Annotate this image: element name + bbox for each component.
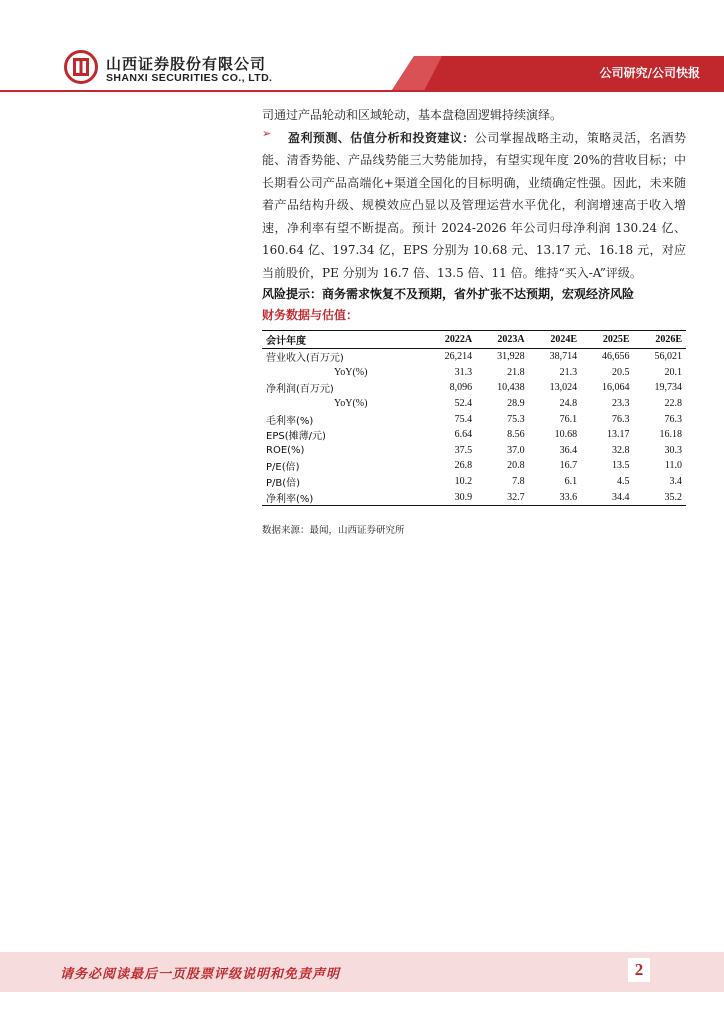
disclaimer-notice: 请务必阅读最后一页股票评级说明和免责声明	[60, 967, 341, 982]
arrow-bullet-icon: ➢	[262, 126, 272, 140]
table-cell: 21.3	[559, 366, 578, 378]
table-cell: 4.5	[617, 476, 630, 488]
table-row	[262, 443, 686, 459]
row-label: ROE(%)	[266, 444, 305, 456]
report-type: 公司研究/公司快报	[599, 66, 700, 80]
table-row	[262, 427, 686, 443]
table-row	[262, 349, 686, 365]
table-cell: 34.4	[581, 489, 633, 505]
table-cell: 35.2	[634, 489, 686, 505]
table-cell: 75.4	[454, 413, 473, 425]
table-cell: 26.8	[454, 460, 473, 472]
table-cell: 20.5	[612, 366, 630, 378]
row-label: 营业收入(百万元)	[266, 353, 344, 365]
row-label: 净利率(%)	[262, 489, 424, 505]
table-cell: 37.0	[507, 444, 525, 456]
table-header-year: 2022A	[424, 331, 476, 349]
table-cell: 76.3	[612, 413, 630, 425]
table-cell: 10,438	[497, 382, 525, 394]
header-divider	[0, 90, 724, 92]
table-cell: 10.2	[454, 476, 473, 488]
company-name-cn: 山西证券股份有限公司	[106, 55, 267, 73]
table-cell: 16.7	[559, 460, 578, 472]
forecast-bullet	[262, 127, 686, 285]
table-cell: 13.17	[607, 429, 630, 441]
table-row	[262, 489, 686, 505]
forecast-paragraph	[262, 127, 686, 285]
table-cell: 3.4	[669, 476, 682, 488]
row-label: EPS(摊薄/元)	[266, 431, 326, 443]
page-number: 2	[628, 958, 650, 982]
table-row	[262, 365, 686, 381]
table-row	[262, 411, 686, 427]
table-cell: 6.1	[564, 476, 578, 488]
table-cell: 75.3	[507, 413, 525, 425]
table-cell: 24.8	[559, 398, 578, 410]
table-cell: 28.9	[507, 398, 525, 410]
table-row	[262, 458, 686, 474]
table-cell: 20.1	[664, 366, 682, 378]
table-header-year: 2023A	[476, 331, 528, 349]
continued-paragraph: 司通过产品轮动和区域轮动，基本盘稳固逻辑持续演绎。	[262, 108, 563, 122]
table-cell: 23.3	[612, 398, 630, 410]
table-row	[262, 380, 686, 396]
forecast-text: 公司掌握战略主动，策略灵活，名酒势能、清香势能、产品线势能三大势能加持，有望实现年度 20%的营收目标；中长期看公司产品高端化+渠道全国化的目标明确，业绩确定性强。因此，未来随着产品结构升级、规模效应凸显以及管理运营水平优化，利润增速高于收入增速，净利率有望不断提高。预计 2024-2026 年公司归母净利润 130.24 亿、160.64 亿、197.34 亿，EPS 分别为 10.68 元、13.17 元、16.18 元，对应当前股价，PE 分别为 16.7 倍、13.5 倍、11 倍。维持“买入-A”评级。	[262, 130, 686, 280]
table-cell: 20.8	[507, 460, 525, 472]
table-cell: 8,096	[449, 382, 473, 394]
table-cell: 13,024	[549, 382, 578, 394]
financial-table	[262, 330, 686, 506]
page-header	[0, 0, 724, 96]
table-cell: 76.3	[664, 413, 682, 425]
table-cell: 30.9	[424, 489, 476, 505]
table-cell: 30.3	[664, 444, 682, 456]
table-cell: 21.8	[507, 366, 525, 378]
table-cell: 46,656	[602, 351, 630, 363]
table-cell: 31,928	[497, 351, 525, 363]
table-cell: 37.5	[454, 444, 473, 456]
table-cell: 11.0	[664, 460, 682, 472]
data-source: 数据来源：最闻，山西证券研究所	[262, 525, 405, 536]
table-cell: 13.5	[612, 460, 630, 472]
table-row	[262, 396, 686, 412]
table-cell: 38,714	[549, 351, 578, 363]
table-cell: 10.68	[554, 429, 578, 441]
table-header-year: 2025E	[581, 331, 633, 349]
table-cell: 19,734	[654, 382, 682, 394]
table-cell: 32.7	[476, 489, 528, 505]
row-label: 净利润(百万元)	[266, 384, 334, 396]
table-row	[262, 474, 686, 490]
forecast-heading: 盈利预测、估值分析和投资建议：	[288, 130, 475, 145]
table-cell: 31.3	[454, 366, 473, 378]
company-name-en: SHANXI SECURITIES CO., LTD.	[106, 72, 273, 84]
table-body	[262, 349, 686, 506]
table-cell: 56,021	[654, 351, 682, 363]
table-cell: 8.56	[507, 429, 525, 441]
company-logo-icon	[64, 50, 98, 84]
financial-section-title: 财务数据与估值：	[262, 308, 359, 322]
table-cell: 6.64	[454, 429, 473, 441]
table-header-year: 2024E	[529, 331, 581, 349]
table-cell: 26,214	[444, 351, 473, 363]
table-header-year: 2026E	[634, 331, 686, 349]
table-cell: 76.1	[559, 413, 578, 425]
row-label: P/E(倍)	[266, 462, 300, 474]
table-cell: 33.6	[529, 489, 581, 505]
table-cell: 36.4	[559, 444, 578, 456]
table-cell: 32.8	[612, 444, 630, 456]
row-label: YoY(%)	[334, 398, 368, 410]
table-cell: 7.8	[512, 476, 525, 488]
table-header-row	[262, 331, 686, 349]
table-cell: 22.8	[664, 398, 682, 410]
row-label: 毛利率(%)	[266, 415, 314, 427]
table-header-label: 会计年度	[262, 331, 424, 349]
risk-warning: 风险提示：商务需求恢复不及预期，省外扩张不达预期，宏观经济风险	[262, 287, 635, 301]
report-body	[262, 104, 686, 325]
table-cell: 16.18	[659, 429, 682, 441]
row-label: P/B(倍)	[266, 478, 301, 490]
table-cell: 52.4	[454, 398, 473, 410]
row-label: YoY(%)	[334, 366, 368, 378]
table-cell: 16,064	[602, 382, 630, 394]
